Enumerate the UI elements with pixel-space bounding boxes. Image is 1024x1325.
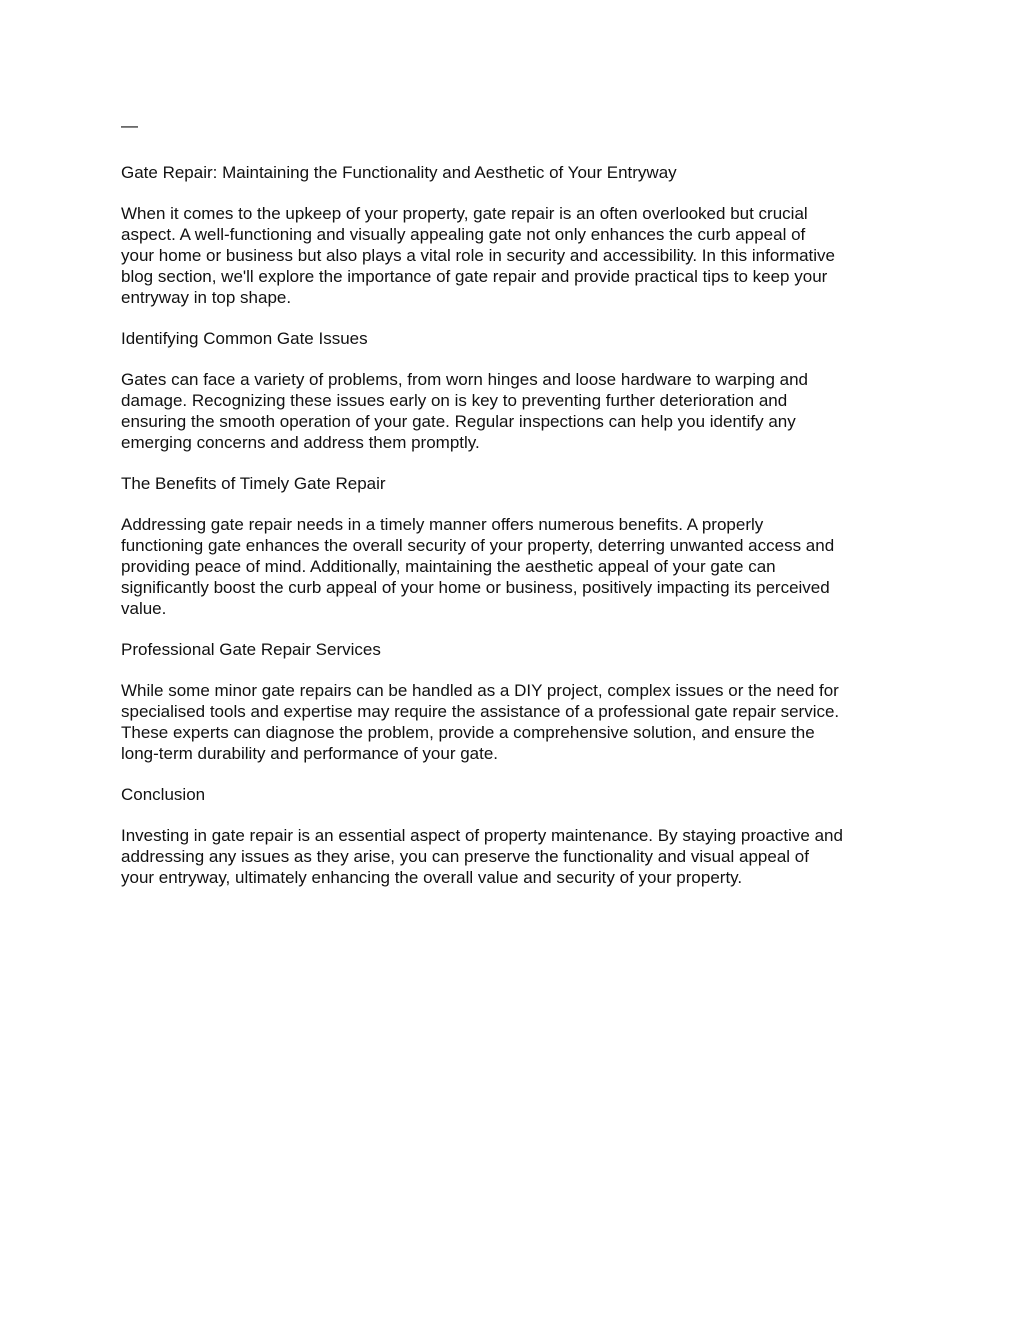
- paragraph-line: value.: [121, 599, 167, 618]
- paragraph-line: Gates can face a variety of problems, from worn hinges and loose hardware to warping and: [121, 370, 808, 389]
- paragraph-line: specialised tools and expertise may require the assistance of a professional gate repair service.: [121, 702, 840, 721]
- paragraph-line: addressing any issues as they arise, you can preserve the functionality and visual appeal of: [121, 847, 809, 866]
- section-heading-conclusion: Conclusion: [121, 785, 206, 804]
- paragraph-line: significantly boost the curb appeal of your home or business, positively impacting its perceived: [121, 578, 830, 597]
- paragraph-line: Addressing gate repair needs in a timely manner offers numerous benefits. A properly: [121, 515, 764, 534]
- paragraph-line: providing peace of mind. Additionally, maintaining the aesthetic appeal of your gate can: [121, 557, 776, 576]
- paragraph-line: These experts can diagnose the problem, provide a comprehensive solution, and ensure the: [121, 723, 815, 742]
- intro-paragraph: [121, 203, 911, 308]
- paragraph-line: your entryway, ultimately enhancing the overall value and security of your property.: [121, 868, 743, 887]
- section-paragraph-common-issues: [121, 369, 911, 453]
- document-title: Gate Repair: Maintaining the Functionality and Aesthetic of Your Entryway: [121, 163, 677, 182]
- section-paragraph-benefits: [121, 514, 911, 619]
- paragraph-line: emerging concerns and address them promptly.: [121, 433, 480, 452]
- paragraph-line: blog section, we'll explore the importance of gate repair and provide practical tips to keep your: [121, 267, 828, 286]
- section-heading-benefits: The Benefits of Timely Gate Repair: [121, 474, 386, 493]
- paragraph-line: your home or business but also plays a vital role in security and accessibility. In this informative: [121, 246, 836, 265]
- paragraph-line: ensuring the smooth operation of your gate. Regular inspections can help you identify any: [121, 412, 796, 431]
- paragraph-line: functioning gate enhances the overall security of your property, deterring unwanted access and: [121, 536, 835, 555]
- document-body: [121, 115, 911, 888]
- paragraph-line: long-term durability and performance of your gate.: [121, 744, 499, 763]
- section-heading-common-issues: Identifying Common Gate Issues: [121, 329, 368, 348]
- separator-dash: —: [121, 116, 138, 135]
- paragraph-line: entryway in top shape.: [121, 288, 292, 307]
- section-heading-professional-services: Professional Gate Repair Services: [121, 640, 381, 659]
- section-paragraph-conclusion: [121, 825, 911, 888]
- paragraph-line: damage. Recognizing these issues early on is key to preventing further deterioration and: [121, 391, 788, 410]
- paragraph-line: Investing in gate repair is an essential aspect of property maintenance. By staying proactive and: [121, 826, 843, 845]
- paragraph-line: aspect. A well-functioning and visually appealing gate not only enhances the curb appeal of: [121, 225, 806, 244]
- paragraph-line: When it comes to the upkeep of your property, gate repair is an often overlooked but crucial: [121, 204, 808, 223]
- section-paragraph-professional-services: [121, 680, 911, 764]
- paragraph-line: While some minor gate repairs can be handled as a DIY project, complex issues or the need for: [121, 681, 839, 700]
